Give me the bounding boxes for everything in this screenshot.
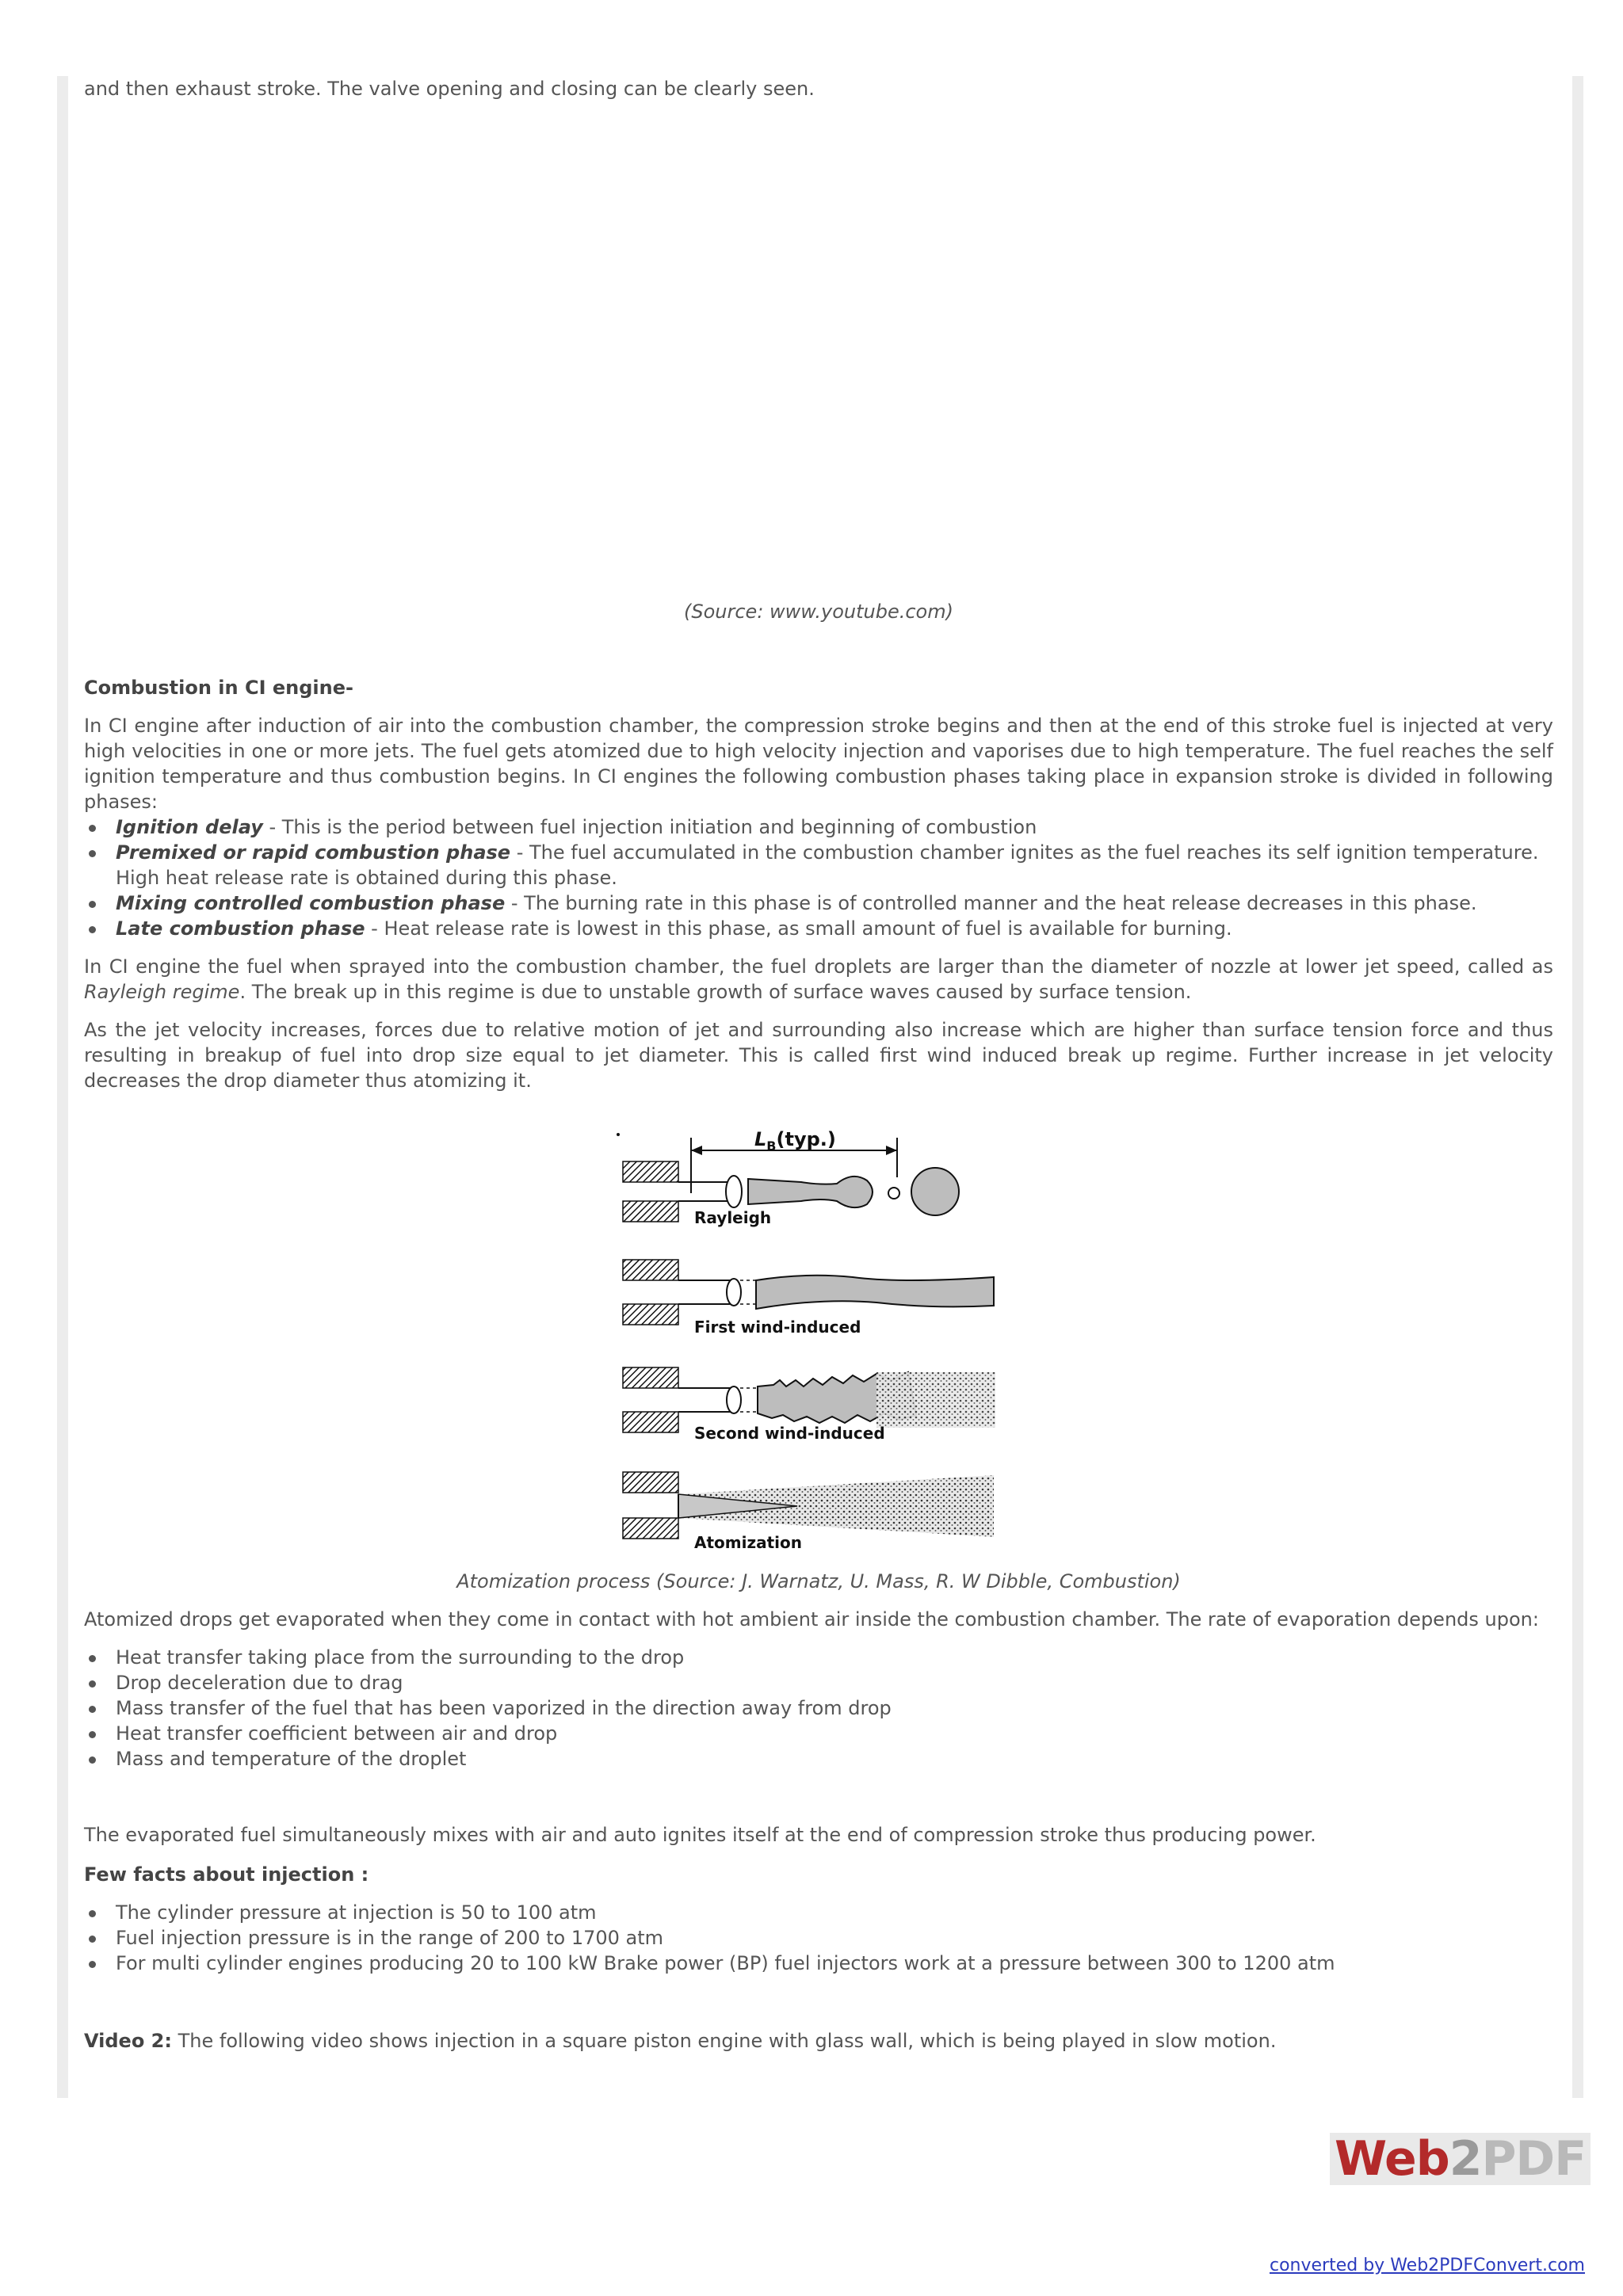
video-2-description: The following video shows injection in a square piston engine with glass wall, which is being played in slow motion. bbox=[171, 2030, 1277, 2052]
phase-term: Premixed or rapid combustion phase bbox=[116, 841, 511, 864]
evaporation-intro: Atomized drops get evaporated when they come in contact with hot ambient air inside the combustion chamber. The rate of evaporation depends upon: bbox=[84, 1608, 1539, 1630]
combustion-phases-list bbox=[84, 814, 1553, 941]
list-item bbox=[116, 916, 1553, 941]
phase-text: - Heat release rate is lowest in this phase, as small amount of fuel is available for burning. bbox=[365, 917, 1232, 940]
regime-label-atomization: Atomization bbox=[694, 1533, 803, 1550]
web2pdf-logo bbox=[1322, 2131, 1587, 2196]
logo-pdf: PDF bbox=[1481, 2131, 1587, 2187]
video-2-label: Video 2: bbox=[84, 2030, 172, 2052]
regime-label-second-wind: Second wind-induced bbox=[694, 1424, 885, 1443]
ci-paragraph: In CI engine after induction of air into the combustion chamber, the compression stroke begins and then at the end of this stroke fuel is injected at very high velocities in one or more jets. The fuel gets atomized due to high velocity injection and vaporises due to high temperature. The fuel reaches the self ignition temperature and thus combustion begins. In CI engines the following combustion phases taking place in expansion stroke is divided in following phases: bbox=[84, 715, 1553, 813]
regime-label-first-wind: First wind-induced bbox=[694, 1318, 861, 1337]
figure-caption: Atomization process (Source: J. Warnatz, U. Mass, R. W Dibble, Combustion) bbox=[456, 1570, 1181, 1592]
jet-velocity-paragraph: As the jet velocity increases, forces due to relative motion of jet and surrounding also increase which are higher than surface tension force and thus resulting in breakup of fuel into drop size equal to jet diameter. This is called first wind induced break up regime. Further increase in jet velocity decreases the drop diameter thus atomizing it. bbox=[84, 1019, 1553, 1092]
rayleigh-term: Rayleigh regime bbox=[84, 981, 240, 1003]
figure-caption-block bbox=[84, 1569, 1553, 1594]
list-item: Drop deceleration due to drag bbox=[116, 1670, 1553, 1695]
rayleigh-text-b: . The break up in this regime is due to unstable growth of surface waves caused by surface tension. bbox=[239, 981, 1192, 1003]
lb-subscript: B bbox=[766, 1138, 777, 1154]
regime-label-rayleigh: Rayleigh bbox=[694, 1208, 772, 1227]
lb-label: L bbox=[754, 1128, 767, 1150]
evaporation-conclusion: The evaporated fuel simultaneously mixes with air and auto ignites itself at the end of compression stroke thus producing power. bbox=[84, 1824, 1316, 1846]
ci-heading: Combustion in CI engine- bbox=[84, 677, 353, 699]
list-item: The cylinder pressure at injection is 50 to 100 atm bbox=[116, 1900, 1553, 1925]
evaporation-section bbox=[84, 1607, 1553, 1848]
svg-text:LB(typ.) bbox=[754, 1128, 836, 1154]
injection-heading: Few facts about injection : bbox=[84, 1863, 369, 1886]
ci-section bbox=[84, 675, 1553, 1093]
web2pdf-link[interactable]: converted by Web2PDFConvert.com bbox=[1270, 2256, 1585, 2275]
injection-section bbox=[84, 1862, 1553, 1976]
list-item: For multi cylinder engines producing 20 to 100 kW Brake power (BP) fuel injectors work at a pressure between 300 to 1200 atm bbox=[116, 1951, 1553, 1976]
list-item: Mass and temperature of the droplet bbox=[116, 1746, 1553, 1772]
rayleigh-paragraph bbox=[84, 954, 1553, 1005]
atomization-diagram bbox=[615, 1122, 999, 1550]
phase-term: Late combustion phase bbox=[116, 917, 365, 940]
list-item: Mass transfer of the fuel that has been vaporized in the direction away from drop bbox=[116, 1695, 1553, 1721]
intro-block bbox=[84, 76, 1553, 101]
list-item: Heat transfer coefficient between air and drop bbox=[116, 1721, 1553, 1746]
logo-web: Web bbox=[1335, 2131, 1449, 2187]
list-item bbox=[116, 814, 1553, 840]
intro-text: and then exhaust stroke. The valve opening and closing can be clearly seen. bbox=[84, 78, 815, 100]
video-1-placeholder[interactable] bbox=[141, 111, 1610, 586]
injection-facts-list bbox=[84, 1900, 1553, 1976]
list-item bbox=[116, 891, 1553, 916]
video-2-block bbox=[84, 2028, 1553, 2054]
phase-term: Mixing controlled combustion phase bbox=[116, 892, 506, 914]
logo-2: 2 bbox=[1449, 2131, 1482, 2187]
phase-text: - The burning rate in this phase is of controlled manner and the heat release decreases in this phase. bbox=[505, 892, 1477, 914]
phase-text: - The fuel accumulated in the combustion chamber ignites as the fuel reaches its self ignition temperature. High heat release rate is obtained during this phase. bbox=[116, 841, 1539, 889]
atomization-figure bbox=[615, 1122, 999, 1550]
video-1-source: (Source: www.youtube.com) bbox=[684, 601, 953, 623]
list-item: Heat transfer taking place from the surrounding to the drop bbox=[116, 1645, 1553, 1670]
phase-term: Ignition delay bbox=[116, 816, 263, 838]
rayleigh-text-a: In CI engine the fuel when sprayed into the combustion chamber, the fuel droplets are larger than the diameter of nozzle at lower jet speed, called as bbox=[84, 955, 1553, 978]
lb-suffix: (typ.) bbox=[776, 1128, 836, 1150]
list-item: Fuel injection pressure is in the range of 200 to 1700 atm bbox=[116, 1925, 1553, 1951]
video-2-text bbox=[84, 2028, 1553, 2054]
evaporation-factors-list bbox=[84, 1645, 1553, 1772]
phase-text: - This is the period between fuel injection initiation and beginning of combustion bbox=[262, 816, 1037, 838]
list-item bbox=[116, 840, 1553, 891]
